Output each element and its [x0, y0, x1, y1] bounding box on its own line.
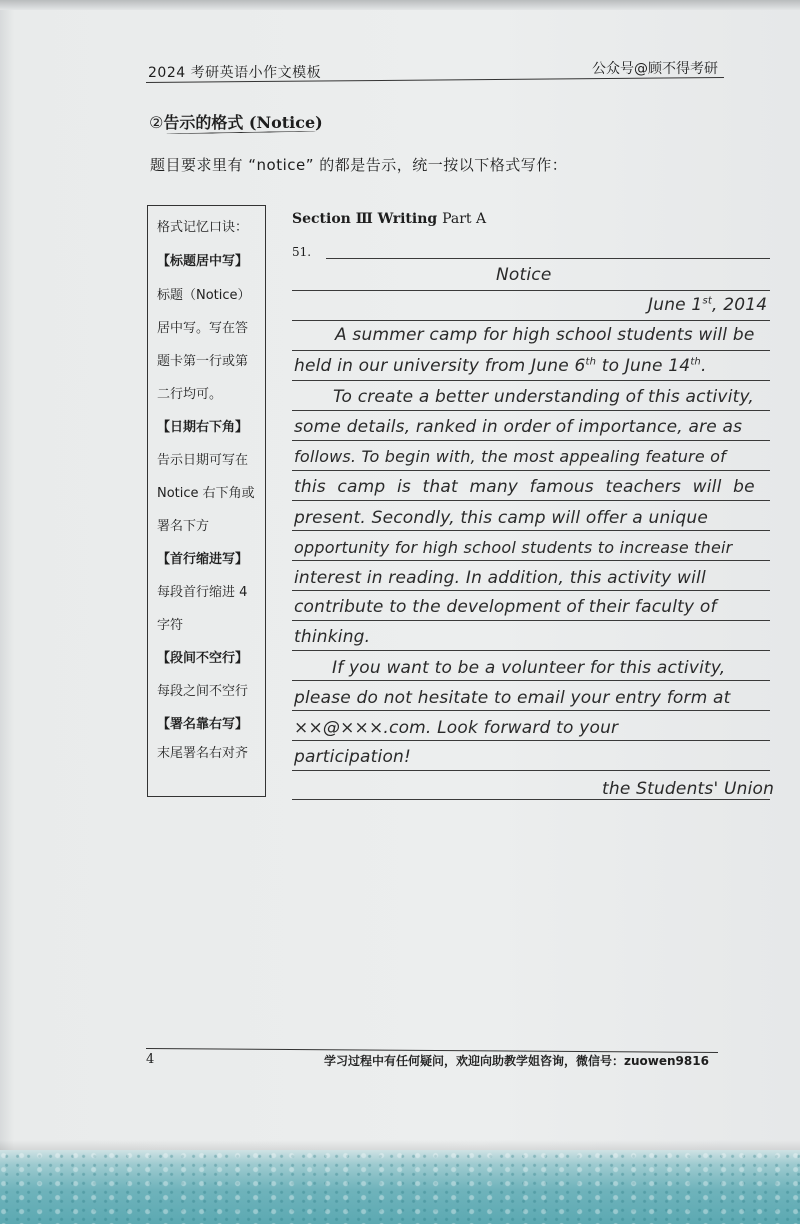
- memo-rule: 【首行缩进写】: [157, 552, 249, 567]
- memo-box: [147, 205, 266, 797]
- body-line: please do not hesitate to email your entry form at: [294, 688, 731, 708]
- body-text: to June 14: [596, 356, 691, 376]
- answer-line: [292, 290, 770, 291]
- answer-line: [292, 500, 770, 501]
- ordinal-suffix: th: [585, 356, 597, 368]
- memo-line: 题卡第一行或第: [157, 354, 249, 369]
- ordinal-suffix: th: [690, 356, 701, 368]
- memo-rule: 【署名靠右写】: [157, 717, 249, 732]
- date-suffix: st: [702, 295, 712, 307]
- notice-date: [648, 295, 767, 315]
- memo-line: 署名下方: [157, 519, 210, 534]
- body-line: follows. To begin with, the most appealing feature of: [294, 447, 726, 466]
- memo-line: 每段首行缩进 4: [157, 585, 248, 600]
- answer-line: [292, 770, 770, 771]
- answer-line: [292, 620, 770, 621]
- header-title: 2024 考研英语小作文模板: [148, 65, 322, 81]
- page-number: 4: [146, 1052, 155, 1067]
- body-text: .: [700, 356, 707, 376]
- memo-line: 每段之间不空行: [157, 684, 249, 699]
- answer-line: [292, 440, 770, 441]
- answer-line: [292, 799, 770, 800]
- section-label: Section Ⅲ Writing: [292, 211, 438, 227]
- body-line: interest in reading. In addition, this activity will: [294, 568, 706, 588]
- header-account: 公众号@顾不得考研: [592, 61, 718, 77]
- question-number: 51.: [292, 245, 312, 259]
- answer-line: [292, 320, 770, 321]
- body-line: [294, 356, 707, 376]
- body-line: ××@×××.com. Look forward to your: [294, 718, 619, 738]
- notice-title: Notice: [496, 265, 552, 285]
- desk-background: [0, 1150, 800, 1224]
- answer-line: [292, 350, 770, 351]
- memo-line: Notice 右下角或: [157, 486, 255, 501]
- body-line: A summer camp for high school students will be: [335, 325, 755, 345]
- memo-line: 居中写。写在答: [157, 321, 249, 336]
- memo-line: 标题（Notice）: [157, 288, 251, 303]
- body-line: contribute to the development of their faculty of: [294, 597, 717, 617]
- body-line: participation!: [294, 747, 412, 767]
- answer-line: [292, 650, 770, 651]
- body-line: present. Secondly, this camp will offer a unique: [294, 508, 708, 528]
- answer-line: [292, 560, 770, 561]
- date-day: June 1: [648, 295, 703, 315]
- section-title-text: 告示的格式 (Notice): [163, 113, 323, 132]
- memo-line: 二行均可。: [157, 387, 223, 402]
- answer-line: [292, 410, 770, 411]
- writing-section-label: [292, 211, 486, 227]
- memo-rule: 【日期右下角】: [157, 420, 249, 435]
- memo-line: 末尾署名右对齐: [157, 746, 249, 761]
- answer-line: [292, 530, 770, 531]
- body-line: opportunity for high school students to increase their: [294, 538, 733, 557]
- memo-rule: 【标题居中写】: [157, 254, 249, 269]
- memo-line: 字符: [157, 618, 184, 633]
- section-intro: 题目要求里有 “notice” 的都是告示，统一按以下格式写作：: [150, 156, 568, 174]
- memo-line: 告示日期可写在: [157, 453, 249, 468]
- body-text: held in our university from June 6: [294, 356, 586, 376]
- body-line: thinking.: [294, 627, 371, 647]
- body-line: If you want to be a volunteer for this activity,: [332, 658, 726, 678]
- answer-line: [292, 710, 770, 711]
- page-top-edge: [0, 0, 800, 10]
- answer-line: [292, 680, 770, 681]
- section-title: [149, 110, 323, 133]
- answer-line: [326, 258, 770, 259]
- memo-rule: 【段间不空行】: [157, 651, 249, 666]
- part-label: Part A: [442, 211, 487, 227]
- body-line: To create a better understanding of this activity,: [333, 387, 755, 407]
- memo-heading: 格式记忆口诀：: [157, 220, 249, 235]
- date-year: , 2014: [711, 295, 768, 315]
- body-line: some details, ranked in order of importance, are as: [294, 417, 743, 437]
- body-line: this camp is that many famous teachers will be: [294, 477, 755, 497]
- answer-line: [292, 590, 770, 591]
- signature: the Students' Union: [602, 779, 775, 799]
- answer-line: [292, 470, 770, 471]
- answer-line: [292, 380, 770, 381]
- answer-line: [292, 740, 770, 741]
- section-number: ②: [149, 113, 164, 132]
- footer-contact: 学习过程中有任何疑问，欢迎向助教学姐咨询，微信号：zuowen9816: [324, 1054, 709, 1068]
